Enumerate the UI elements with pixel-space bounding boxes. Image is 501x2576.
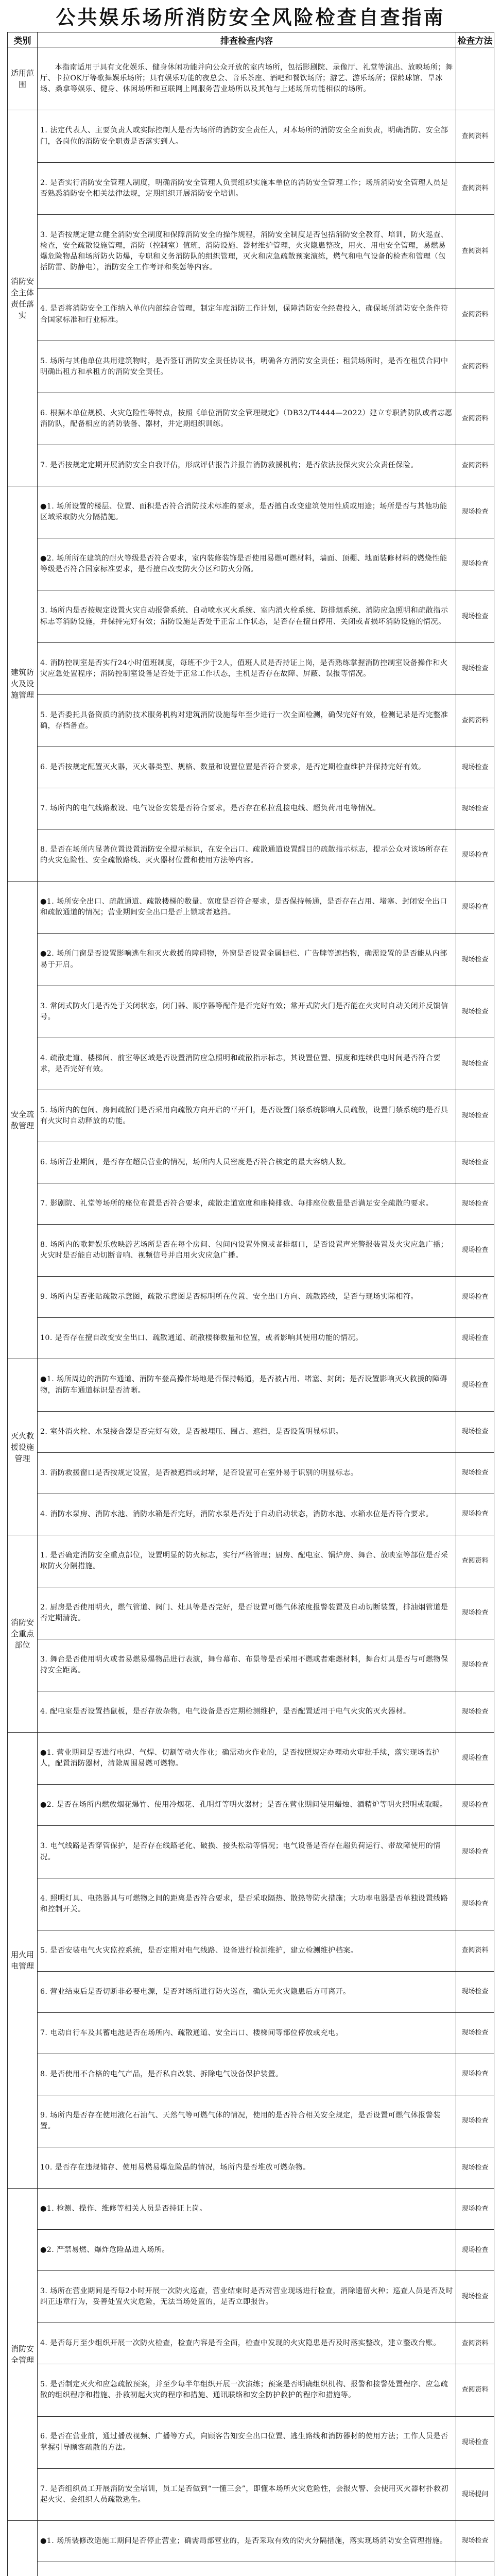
table-row: [8, 1587, 494, 1639]
category-cell: 用火用电管理: [8, 1733, 38, 2189]
table-row: [8, 2364, 494, 2416]
category-cell: 安全疏散管理: [8, 882, 38, 1359]
check-method: 现场检查: [456, 1277, 494, 1318]
check-method: 现场检查: [456, 2189, 494, 2230]
check-method: 现场检查: [456, 829, 494, 882]
check-item-text: ●2. 场所所在建筑的耐火等级是否符合要求，室内装修装饰是否使用易燃可燃材料，墙面、顶棚、地面装修材料的燃烧性能等级是否符合国家标准要求，是否擅自改变防火分区和防火分隔。: [38, 538, 456, 590]
check-item-text: 3. 消防救援窗口是否按规定设置，是否被遮挡或封堵，是否设置可在室外易于识别的明显标志。: [38, 1452, 456, 1494]
check-item-text: 3. 场所内是否按规定设置火灾自动报警系统、自动喷水灭火系统、室内消火栓系统、防排烟系统、消防应急照明和疏散指示标志等消防设施，并保持完好有效；消防设施是否处于正常工作状态，是否存在擅自停用、关闭或者损坏消防设施的情况。: [38, 590, 456, 642]
check-method: 现场检查: [456, 934, 494, 986]
check-item-text: 5. 场所内的包间、房间疏散门是否采用向疏散方向开启的平开门，是否设置门禁系统影响人员疏散，设置门禁系统的是否具有火灾时自动释放的功能。: [38, 1090, 456, 1142]
table-row: [8, 934, 494, 986]
check-item-text: ●1. 场所安全出口、疏散通道、疏散楼梯的数量、宽度是否符合要求，是否保持畅通，是否存在占用、堵塞、封闭安全出口和疏散通道的情况；营业期间安全出口是否上锁或者遮挡。: [38, 882, 456, 934]
table-row: [8, 1535, 494, 1587]
check-item-text: 6. 是否按规定配置灭火器，灭火器类型、规格、数量和设置位置是否符合要求，是否定期检查维护并保持完好有效。: [38, 747, 456, 788]
check-method: 现场检查: [456, 2416, 494, 2468]
table-row: [8, 110, 494, 162]
check-item-text: 3. 场所在营业期间是否每2小时开展一次防火巡查，营业结束时是否对营业现场进行检查，消除遗留火种；巡查人员是否及时纠正违章行为，妥善处置火灾危险，无法当场处置的，是否立即报告。: [38, 2271, 456, 2323]
check-item-text: 4. 是否每月至少组织开展一次防火检查，检查内容是否全面，检查中发现的火灾隐患是否及时落实整改，建立整改台账。: [38, 2323, 456, 2364]
header-category: 类别: [8, 32, 38, 47]
check-method: 现场检查: [456, 1639, 494, 1691]
table-row: [8, 1639, 494, 1691]
check-method: 现场检查: [456, 642, 494, 694]
table-row: [8, 788, 494, 829]
check-method: 现场检查: [456, 2230, 494, 2271]
check-method: 现场检查: [456, 1183, 494, 1225]
table-row: [8, 1878, 494, 1930]
check-item-text: 4. 照明灯具、电热器具与可燃物之间的距离是否符合要求，是否采取隔热、散热等防火措施；大功率电器是否单独设置线路和控制开关。: [38, 1878, 456, 1930]
check-method: 现场检查: [456, 1142, 494, 1183]
check-method: 现场检查: [456, 1691, 494, 1733]
check-item-text: 6. 场所营业期间，是否存在超员营业的情况，场所内人员密度是否符合核定的最大容纳人数。: [38, 1142, 456, 1183]
check-method: 现场检查: [456, 2147, 494, 2189]
check-method: 现场检查: [456, 1225, 494, 1277]
check-item-text: 3. 电气线路是否穿管保护，是否存在线路老化、破损、接头松动等情况；电气设备是否存在超负荷运行、带故障使用的情况。: [38, 1826, 456, 1878]
check-method: 现场检查: [456, 1733, 494, 1785]
check-method: 现场检查: [456, 1090, 494, 1142]
table-row: [8, 1971, 494, 2012]
check-item-text: 4. 疏散走道、楼梯间、前室等区域是否设置消防应急照明和疏散指示标志，其设置位置、照度和连续供电时间是否符合要求，是否完好有效。: [38, 1038, 456, 1090]
table-row: [8, 747, 494, 788]
check-item-text: 6. 营业结束后是否切断非必要电源，是否对场所进行防火巡查，确认无火灾隐患后方可离开。: [38, 1971, 456, 2012]
check-item-text: [38, 2562, 456, 2576]
check-method: 查阅资料: [456, 1930, 494, 1971]
check-method: 现场检查: [456, 590, 494, 642]
check-method: [456, 47, 494, 110]
check-method: 现场提问: [456, 2468, 494, 2520]
check-method: 现场检查: [456, 2520, 494, 2562]
check-item-text: 9. 场所内是否存在使用液化石油气、天然气等可燃气体的情况，使用的是否符合相关安全规定，是否设置可燃气体报警装置。: [38, 2095, 456, 2147]
check-method: 现场检查: [456, 538, 494, 590]
check-item-text: 5. 场所与其他单位共用建筑物时，是否签订消防安全责任协议书，明确各方消防安全责任；租赁场所时，是否在租赁合同中明确出租方和承租方的消防安全责任。: [38, 341, 456, 393]
check-method: 查阅资料: [456, 341, 494, 393]
check-item-text: 2. 是否实行消防安全管理人制度，明确消防安全管理人负责组织实施本单位的消防安全管理工作；场所消防安全管理人员是否熟悉消防安全相关法律法规，定期组织开展消防安全培训。: [38, 162, 456, 214]
check-method: 现场检查: [456, 1494, 494, 1535]
check-method: 查阅资料: [456, 289, 494, 341]
table-row: [8, 1277, 494, 1318]
check-item-text: ●2. 是否在场所内燃放烟花爆竹、使用冷烟花、孔明灯等明火器材；是否在营业期间使用蜡烛、酒精炉等明火照明或取暖。: [38, 1785, 456, 1826]
table-header-row: [8, 32, 494, 47]
table-row: [8, 694, 494, 747]
check-item-text: 8. 是否在场所内显著位置设置消防安全提示标识，在安全出口、疏散通道设置醒目的疏散指示标志，提示公众对该场所存在的火灾危险性、安全疏散路线、灭火器材位置和使用方法等内容。: [38, 829, 456, 882]
check-item-text: 7. 是否按规定定期开展消防安全自我评估，形成评估报告并报告消防救援机构；是否依法投保火灾公众责任保险。: [38, 445, 456, 486]
page-title: 公共娱乐场所消防安全风险检查自查指南: [56, 6, 445, 29]
table-row: [8, 341, 494, 393]
table-row: [8, 590, 494, 642]
check-method: 查阅资料: [456, 214, 494, 289]
check-item-text: 10. 是否存在擅自改变安全出口、疏散通道、疏散楼梯数量和位置，或者影响其使用功能的情况。: [38, 1318, 456, 1359]
check-method: 现场检查: [456, 1878, 494, 1930]
check-item-text: 1. 法定代表人、主要负责人或实际控制人是否为场所的消防安全责任人，对本场所的消防安全全面负责，明确消防、安全部门，各岗位的消防安全职责是否落实到人。: [38, 110, 456, 162]
table-row: [8, 2095, 494, 2147]
table-row: [8, 47, 494, 110]
category-cell: 消防安全重点部位: [8, 1535, 38, 1733]
table-row: [8, 1452, 494, 1494]
check-method: 现场检查: [456, 2054, 494, 2095]
check-item-text: 8. 是否使用不合格的电气产品，是否私自改装、拆除电气设备保护装置。: [38, 2054, 456, 2095]
table-row: [8, 1733, 494, 1785]
check-item-text: 4. 消防水泵房、消防水池、消防水箱是否完好，消防水泵是否处于自动启动状态，消防水池、水箱水位是否符合要求。: [38, 1494, 456, 1535]
check-item-text: 9. 场所内是否张贴疏散示意图，疏散示意图是否标明所在位置、安全出口方向、疏散路线，是否与现场实际相符。: [38, 1277, 456, 1318]
category-cell: 消防安全主体责任落实: [8, 110, 38, 486]
check-method: 查阅资料: [456, 1535, 494, 1587]
check-item-text: 4. 消防控制室是否实行24小时值班制度，每班不少于2人，值班人员是否持证上岗，是否熟练掌握消防控制室设备操作和火灾应急处置程序；消防控制室设备是否处于正常工作状态，主机是否存在故障、屏蔽、误报等情况。: [38, 642, 456, 694]
check-item-text: ●1. 场所周边的消防车通道、消防车登高操作场地是否保持畅通，是否被占用、堵塞、封闭；是否设置影响灭火救援的障碍物，消防车通道标识是否清晰。: [38, 1359, 456, 1411]
table-row: [8, 2012, 494, 2054]
check-method: 查阅资料: [456, 162, 494, 214]
table-row: [8, 2147, 494, 2189]
check-method: 查阅资料: [456, 2323, 494, 2364]
header-content: 排查检查内容: [38, 32, 456, 47]
table-row: [8, 1494, 494, 1535]
table-row: [8, 2054, 494, 2095]
check-method: 现场检查: [456, 2095, 494, 2147]
check-item-text: ●1. 场所设置的楼层、位置、面积是否符合消防技术标准的要求，是否擅自改变建筑使用性质或用途；场所是否与其他功能区域采取防火分隔措施。: [38, 486, 456, 538]
check-method: 现场检查: [456, 2012, 494, 2054]
check-method: 现场检查: [456, 1587, 494, 1639]
check-method: 现场检查: [456, 882, 494, 934]
check-item-text: ●1. 检测、操作、维修等相关人员是否持证上岗。: [38, 2189, 456, 2230]
check-item-text: 3. 舞台是否使用明火或者易燃易爆物品进行表演，舞台幕布、布景等是否采用不燃或者难燃材料，舞台灯具是否与可燃物保持安全距离。: [38, 1639, 456, 1691]
check-method: 现场检查: [456, 1038, 494, 1090]
check-method: 现场检查: [456, 1359, 494, 1411]
table-row: [8, 1826, 494, 1878]
checklist-table: [7, 32, 494, 2576]
check-item-text: 3. 常闭式防火门是否处于关闭状态，闭门器、顺序器等配件是否完好有效；常开式防火门是否能在火灾时自动关闭并反馈信号。: [38, 986, 456, 1038]
check-method: 查阅资料: [456, 110, 494, 162]
table-row: [8, 2271, 494, 2323]
check-method: 现场检查: [456, 986, 494, 1038]
check-item-text: 7. 是否组织员工开展消防安全培训，员工是否做到“一懂三会”，即懂本场所火灾危险性，会报火警、会使用灭火器材扑救初起火灾、会组织人员疏散逃生。: [38, 2468, 456, 2520]
table-row: [8, 2562, 494, 2576]
table-row: [8, 538, 494, 590]
check-item-text: 7. 影剧院、礼堂等场所的座位布置是否符合要求，疏散走道宽度和座椅排数、每排座位数量是否满足安全疏散的要求。: [38, 1183, 456, 1225]
check-item-text: 4. 是否将消防安全工作纳入单位内部综合管理，制定年度消防工作计划，保障消防安全经费投入，确保场所消防安全条件符合国家标准和行业标准。: [38, 289, 456, 341]
check-method: 现场检查: [456, 1785, 494, 1826]
table-row: [8, 1225, 494, 1277]
check-item-text: 7. 电动自行车及其蓄电池是否在场所内、疏散通道、安全出口、楼梯间等部位停放或充电。: [38, 2012, 456, 2054]
check-method: [456, 2562, 494, 2576]
table-row: [8, 1038, 494, 1090]
table-row: [8, 2416, 494, 2468]
check-item-text: 6. 是否在营业前，通过播放视频、广播等方式，向顾客告知安全出口位置、逃生路线和消防器材的使用方法；工作人员是否掌握引导顾客疏散的方法。: [38, 2416, 456, 2468]
table-row: [8, 162, 494, 214]
check-item-text: ●1. 场所装修改造施工期间是否停止营业；确需局部营业的，是否采取有效的防火分隔措施，落实现场消防安全管理措施。: [38, 2520, 456, 2562]
category-cell: 消防安全管理: [8, 2189, 38, 2521]
check-item-text: 1. 是否确定消防安全重点部位，设置明显的防火标志，实行严格管理；厨房、配电室、锅炉房、舞台、放映室等部位是否采取防火分隔措施。: [38, 1535, 456, 1587]
check-item-text: 4. 配电室是否设置挡鼠板，是否存放杂物，电气设备是否定期检测维护，是否配置适用于电气火灾的灭火器材。: [38, 1691, 456, 1733]
check-item-text: 5. 是否委托具备资质的消防技术服务机构对建筑消防设施每年至少进行一次全面检测，确保完好有效，检测记录是否完整准确，存档备查。: [38, 694, 456, 747]
check-method: 现场检查: [456, 747, 494, 788]
check-item-text: 2. 厨房是否使用明火，燃气管道、阀门、灶具等是否完好，是否设置可燃气体浓度报警装置及自动切断装置，排油烟管道是否定期清洗。: [38, 1587, 456, 1639]
table-row: [8, 289, 494, 341]
check-method: 现场检查: [456, 486, 494, 538]
check-method: 现场检查: [456, 1971, 494, 2012]
table-row: [8, 486, 494, 538]
check-item-text: 7. 场所内的电气线路敷设、电气设备安装是否符合要求，是否存在私拉乱接电线、超负荷用电等情况。: [38, 788, 456, 829]
category-cell: 建筑防火及设施管理: [8, 486, 38, 882]
check-item-text: 2. 室外消火栓、水泵接合器是否完好有效，是否被埋压、圈占、遮挡，是否设置明显标识。: [38, 1411, 456, 1452]
check-method: 现场检查: [456, 1826, 494, 1878]
category-cell: [8, 2520, 38, 2576]
check-method: 查阅资料: [456, 393, 494, 445]
check-method: 查阅资料: [456, 2364, 494, 2416]
check-item-text: 本指南适用于具有文化娱乐、健身休闲功能并向公众开放的室内场所，包括影剧院、录像厅、礼堂等演出、放映场所；舞厅、卡拉OK厅等歌舞娱乐场所；具有娱乐功能的夜总会、音乐茶座、酒吧和餐饮场所；游艺、游乐场所；保龄球馆、旱冰场、桑拿等娱乐、健身、休闲场所和互联网上网服务营业场所以及其他与上述场所功能相似的场所。: [38, 47, 456, 110]
table-row: [8, 1411, 494, 1452]
table-row: [8, 1785, 494, 1826]
check-item-text: 5. 是否制定灭火和应急疏散预案，并至少每半年组织开展一次演练；预案是否明确组织机构、报警和接警处置程序、应急疏散的组织程序和措施、扑救初起火灾的程序和措施、通讯联络和安全防护救护的程序和措施等。: [38, 2364, 456, 2416]
check-item-text: 3. 是否按规定建立健全消防安全制度和保障消防安全的操作规程，消防安全制度是否包括消防安全教育、培训，防火巡查、检查，安全疏散设施管理，消防（控制室）值班，消防设施、器材维护管理，火灾隐患整改，用火、用电安全管理，易燃易爆危险物品和场所防火防爆，专职和义务消防队的组织管理，灭火和应急疏散预案演练，燃气和电气设备的检查和管理（包括防雷、防静电），消防安全工作考评和奖惩等内容。: [38, 214, 456, 289]
check-item-text: 5. 是否安装电气火灾监控系统，是否定期对电气线路、设备进行检测维护，建立检测维护档案。: [38, 1930, 456, 1971]
table-row: [8, 986, 494, 1038]
table-row: [8, 2468, 494, 2520]
table-row: [8, 2520, 494, 2562]
table-row: [8, 2189, 494, 2230]
header-method: 检查方法: [456, 32, 494, 47]
check-item-text: ●1. 营业期间是否进行电焊、气焊、切割等动火作业；确需动火作业的，是否按照规定办理动火审批手续，落实现场监护人，配置消防器材，清除周围易燃可燃物。: [38, 1733, 456, 1785]
table-row: [8, 1318, 494, 1359]
check-item-text: 10. 是否存在违规储存、使用易燃易爆危险品的情况，场所内是否堆放可燃杂物。: [38, 2147, 456, 2189]
table-row: [8, 829, 494, 882]
check-method: 查阅资料: [456, 445, 494, 486]
check-method: 现场检查: [456, 1411, 494, 1452]
table-row: [8, 445, 494, 486]
check-method: 现场检查: [456, 1318, 494, 1359]
table-row: [8, 1183, 494, 1225]
check-item-text: 8. 场所内的歌舞娱乐放映游艺场所是否在每个房间、包间内设置外窗或者排烟口，是否设置声光警报装置及火灾应急广播；火灾时是否能自动切断音响、视频信号并启用火灾应急广播。: [38, 1225, 456, 1277]
table-row: [8, 1359, 494, 1411]
check-item-text: 6. 根据本单位规模、火灾危险性等特点，按照《单位消防安全管理规定》（DB32/T4444—2022）建立专职消防队或者志愿消防队，配备相应的消防装备、器材，并定期组织训练。: [38, 393, 456, 445]
table-row: [8, 393, 494, 445]
table-row: [8, 882, 494, 934]
table-row: [8, 1090, 494, 1142]
check-item-text: ●2. 严禁易燃、爆炸危险品进入场所。: [38, 2230, 456, 2271]
check-method: 查阅资料: [456, 694, 494, 747]
check-item-text: ●2. 场所门窗是否设置影响逃生和灭火救援的障碍物，外窗是否设置金属栅栏、广告牌等遮挡物，确需设置的是否能从内部易于开启。: [38, 934, 456, 986]
table-row: [8, 2230, 494, 2271]
check-method: 现场检查: [456, 2271, 494, 2323]
table-row: [8, 214, 494, 289]
category-cell: 灭火救援设施管理: [8, 1359, 38, 1535]
check-method: 现场检查: [456, 1452, 494, 1494]
check-method: 现场检查: [456, 788, 494, 829]
table-row: [8, 1930, 494, 1971]
table-row: [8, 2323, 494, 2364]
table-row: [8, 642, 494, 694]
category-cell: 适用范围: [8, 47, 38, 110]
table-row: [8, 1691, 494, 1733]
table-row: [8, 1142, 494, 1183]
